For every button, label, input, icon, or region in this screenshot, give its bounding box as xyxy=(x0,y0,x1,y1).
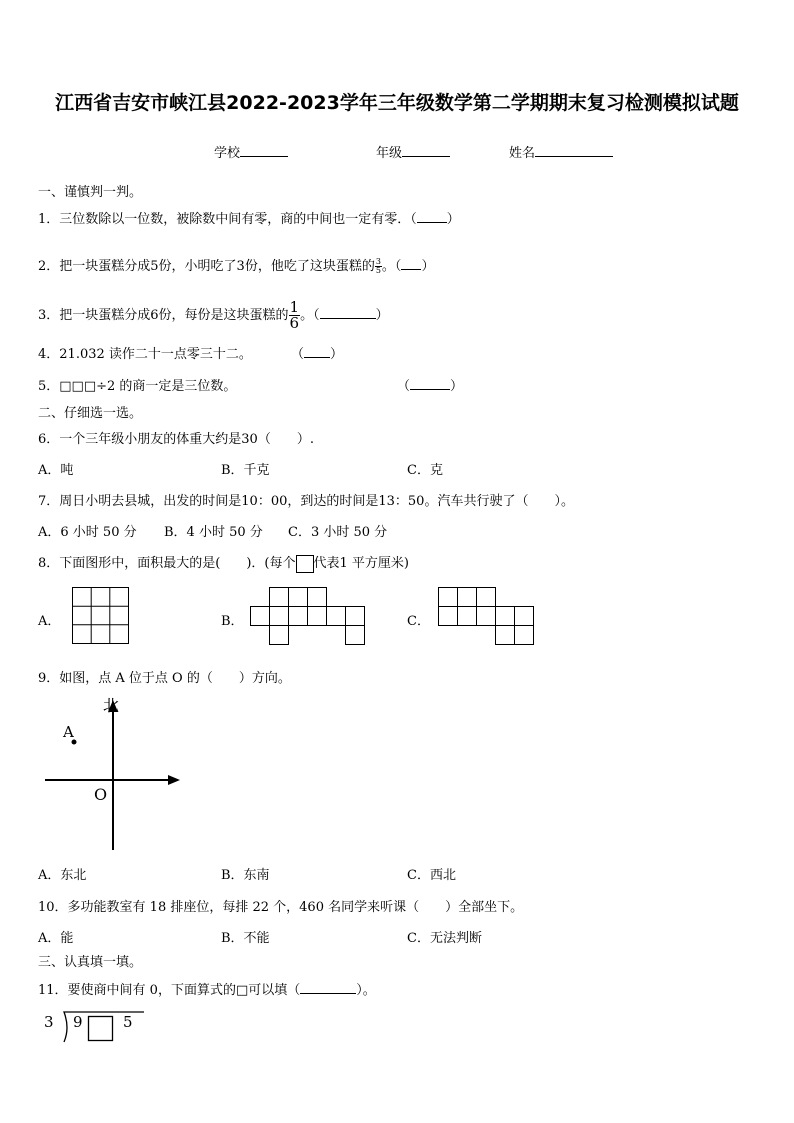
question-7-option-a[interactable]: A．6 小时 50 分 xyxy=(38,525,137,540)
grade-blank[interactable] xyxy=(402,143,450,157)
question-5-bracket: （ ） xyxy=(397,375,463,394)
question-3-text: 3．把一块蛋糕分成6份，每份是这块蛋糕的 xyxy=(38,308,289,323)
question-1-text: 1．三位数除以一位数，被除数中间有零，商的中间也一定有零．（ xyxy=(38,212,417,227)
question-3-answer-blank[interactable] xyxy=(320,305,376,319)
question-3-close: ） xyxy=(375,308,389,323)
question-6-option-a[interactable]: A．吨 xyxy=(38,463,74,478)
question-9-option-b[interactable]: B．东南 xyxy=(221,868,270,883)
question-1-close: ） xyxy=(446,212,460,227)
question-11-answer-blank[interactable] xyxy=(300,980,356,994)
question-11-text: 11．要使商中间有 0，下面算式的□可以填（ xyxy=(38,983,301,998)
question-7-option-b[interactable]: B．4 小时 50 分 xyxy=(164,525,263,540)
question-3-tail: 。（ xyxy=(300,308,320,323)
question-8-text-b: 代表1 平方厘米) xyxy=(313,556,409,571)
question-6-option-c[interactable]: C．克 xyxy=(407,463,443,478)
question-1-answer-blank[interactable] xyxy=(417,209,447,223)
dividend-digit-3: 5 xyxy=(123,1013,133,1031)
question-8-text-a: 8．下面图形中，面积最大的是( )．(每个 xyxy=(38,556,296,571)
dividend-digit-1: 9 xyxy=(73,1013,83,1031)
question-7-option-c[interactable]: C．3 小时 50 分 xyxy=(288,525,388,540)
section-1-heading: 一、谨慎判一判。 xyxy=(38,185,143,200)
question-10-option-c[interactable]: C．无法判断 xyxy=(407,931,482,946)
question-4-text: 4．21.032 读作二十一点零三十二。 xyxy=(38,347,252,362)
school-field[interactable] xyxy=(214,142,288,161)
question-10: 10．多功能教室有 18 排座位，每排 22 个，460 名同学来听课（ ）全部坐下。 xyxy=(38,900,524,915)
question-2 xyxy=(38,255,434,275)
question-11-close: ）。 xyxy=(356,983,376,998)
grade-label: 年级 xyxy=(376,146,403,161)
question-8 xyxy=(38,552,409,573)
question-3-fraction: $\frac{1}{6}$ xyxy=(289,298,300,332)
question-6: 6．一个三年级小朋友的体重大约是30（ ）. xyxy=(38,432,314,447)
question-11 xyxy=(38,979,376,998)
question-5 xyxy=(38,375,236,394)
question-3 xyxy=(38,298,389,334)
question-5-text: 5．□□□÷2 的商一定是三位数。 xyxy=(38,379,237,394)
question-6-option-b[interactable]: B．千克 xyxy=(221,463,270,478)
long-division-bracket xyxy=(40,1008,150,1044)
section-2-heading: 二、仔细选一选。 xyxy=(38,406,143,421)
unit-square-icon xyxy=(296,555,314,573)
question-8-option-a[interactable]: A． xyxy=(38,614,61,629)
name-field[interactable] xyxy=(509,142,613,161)
section-3-heading: 三、认真填一填。 xyxy=(38,955,143,970)
shape-b-grid xyxy=(250,587,366,646)
school-blank[interactable] xyxy=(240,143,288,157)
question-8-option-c[interactable]: C． xyxy=(407,614,430,629)
question-9: 9．如图，点 A 位于点 O 的（ ）方向。 xyxy=(38,671,291,686)
question-4-answer-blank[interactable] xyxy=(304,344,330,358)
question-9-option-c[interactable]: C．西北 xyxy=(407,868,456,883)
shape-c-grid xyxy=(438,587,535,646)
question-2-close: ） xyxy=(421,259,435,274)
question-8-option-b[interactable]: B． xyxy=(221,614,244,629)
divisor: 3 xyxy=(44,1013,54,1031)
question-4 xyxy=(38,343,252,362)
question-4-bracket: （ ） xyxy=(291,343,343,362)
point-a-label: A xyxy=(63,723,74,741)
north-label: 北 xyxy=(103,696,120,715)
grade-field[interactable] xyxy=(376,142,450,161)
shape-a-grid xyxy=(72,587,130,645)
question-2-fraction: $\frac{3}{5}$ xyxy=(375,257,381,275)
question-10-option-a[interactable]: A．能 xyxy=(38,931,74,946)
question-9-option-a[interactable]: A．东北 xyxy=(38,868,87,883)
question-2-answer-blank[interactable] xyxy=(401,256,421,270)
question-5-answer-blank[interactable] xyxy=(410,376,450,390)
name-label: 姓名 xyxy=(509,146,536,161)
page-title: 江西省吉安市峡江县2022-2023学年三年级数学第二学期期末复习检测模拟试题 xyxy=(55,92,739,114)
name-blank[interactable] xyxy=(535,143,613,157)
question-7: 7．周日小明去县城，出发的时间是10：00，到达的时间是13：50。汽车共行驶了（ ）。 xyxy=(38,494,574,509)
question-2-tail: 。（ xyxy=(381,259,402,274)
missing-digit-box[interactable] xyxy=(89,1017,113,1041)
question-10-option-b[interactable]: B．不能 xyxy=(221,931,270,946)
question-2-text: 2．把一块蛋糕分成5份，小明吃了3份，他吃了这块蛋糕的 xyxy=(38,259,375,274)
point-o-label: O xyxy=(94,785,108,804)
school-label: 学校 xyxy=(214,146,241,161)
question-1 xyxy=(38,208,460,227)
east-arrow-icon xyxy=(168,775,180,785)
